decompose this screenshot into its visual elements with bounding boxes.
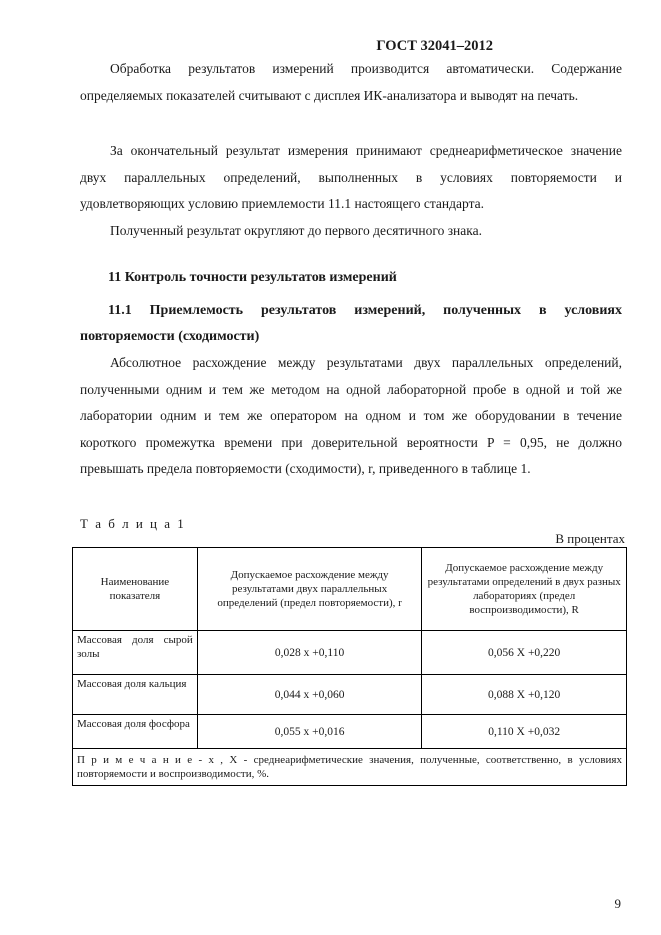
page-number: 9 xyxy=(614,896,621,911)
row-R-value: 0,110 X +0,032 xyxy=(422,715,627,749)
table-row xyxy=(73,675,627,715)
header-repeatability: Допускаемое расхождение между результатами двух параллельных определений (предел повторяемости), r xyxy=(197,548,422,631)
table-row xyxy=(73,715,627,749)
subsection-heading: 11.1 Приемлемость результатов измерений, полученных в условиях повторяемости (сходимости) xyxy=(80,303,622,344)
table-row xyxy=(73,631,627,675)
paragraph-text: За окончательный результат измерения принимают среднеарифметическое значение двух параллельных определений, выполненных в условиях повторяемости и удовлетворяющих условию приемлемости 11.1 настоящего стандарта. xyxy=(80,143,622,211)
section-heading: 11 Контроль точности результатов измерений xyxy=(108,270,397,285)
paragraph-processing xyxy=(80,56,622,109)
row-r-value: 0,055 x +0,016 xyxy=(197,715,422,749)
row-R-value: 0,056 X +0,220 xyxy=(422,631,627,675)
table-note: П р и м е ч а н и е - x , X - среднеарифметические значения, полученные, соответственно, в условиях повторяемости и воспроизводимости, %. xyxy=(73,749,627,786)
row-name: Массовая доля фосфора xyxy=(73,715,198,749)
paragraph-repeatability xyxy=(80,350,622,483)
paragraph-text: Абсолютное расхождение между результатами двух параллельных определений, полученными одним и тем же методом на одной лабораторной пробе в одной и той же лаборатории одним и тем же оператором на одном и том же оборудовании в течение короткого промежутка времени при доверительной вероятности P = 0,95, не должно превышать предела повторяемости (сходимости), r, приведенного в таблице 1. xyxy=(80,355,622,476)
header-indicator: Наименование показателя xyxy=(73,548,198,631)
paragraph-final-result xyxy=(80,138,622,218)
paragraph-rounding xyxy=(80,218,622,245)
header-reproducibility: Допускаемое расхождение между результатами определений в двух разных лабораториях (предел воспроизводимости), R xyxy=(422,548,627,631)
paragraph-text: Полученный результат округляют до первого десятичного знака. xyxy=(110,223,482,238)
table-note-row xyxy=(73,749,627,786)
row-name: Массовая доля сырой золы xyxy=(73,631,198,675)
row-name: Массовая доля кальция xyxy=(73,675,198,715)
table-header-row xyxy=(73,548,627,631)
row-r-value: 0,028 x +0,110 xyxy=(197,631,422,675)
precision-table xyxy=(72,547,627,786)
document-header: ГОСТ 32041–2012 xyxy=(376,38,493,54)
paragraph-text: Обработка результатов измерений производится автоматически. Содержание определяемых показателей считывают с дисплея ИК-анализатора и выводят на печать. xyxy=(80,61,622,103)
table-label: Т а б л и ц а 1 xyxy=(80,516,186,531)
row-r-value: 0,044 x +0,060 xyxy=(197,675,422,715)
row-R-value: 0,088 X +0,120 xyxy=(422,675,627,715)
table-units: В процентах xyxy=(555,531,625,546)
